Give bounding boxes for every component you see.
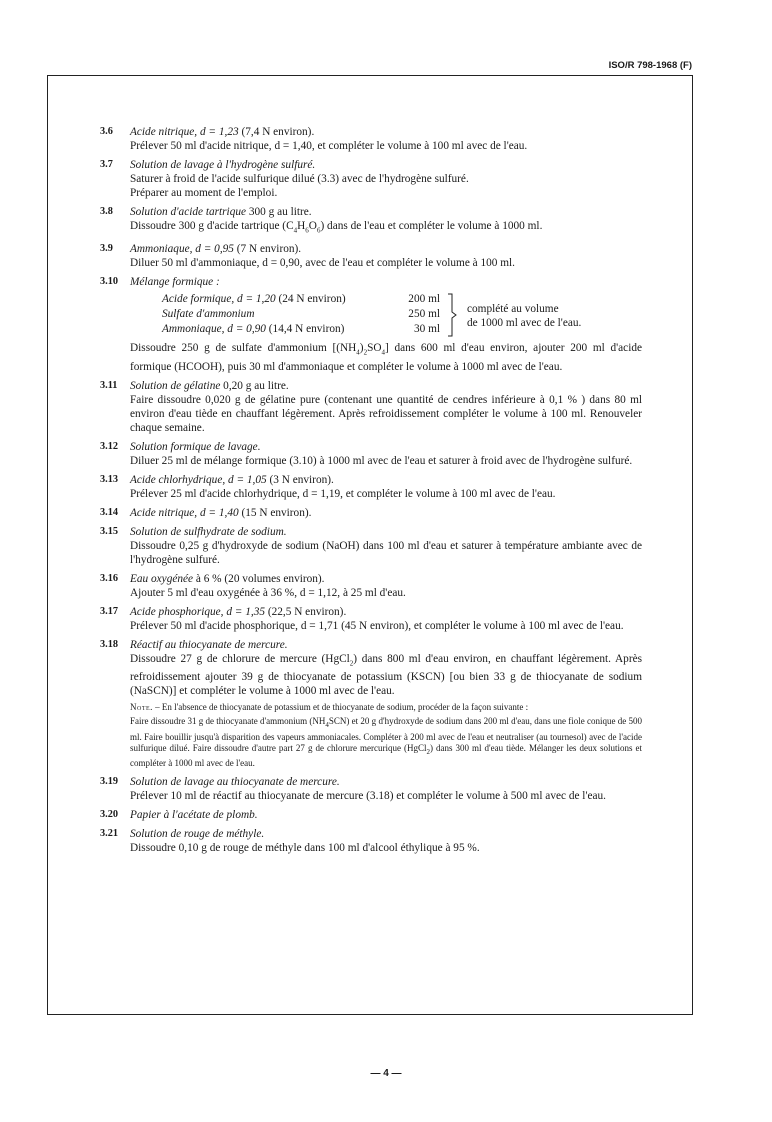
text-part: ) dans 300 ml d'eau tiède. Mélanger les deux solutions et compléter à 1000 ml avec de l'eau. [130,743,642,769]
section-3-12 [100,440,642,468]
section-title-tail: 0,20 g au litre. [220,379,289,392]
section-title: Papier à l'acétate de plomb. [130,808,258,821]
text-part: SO [367,342,382,355]
section-title: Réactif au thiocyanate de mercure. [130,638,288,651]
mixture-note-line: complété au volume [467,303,559,316]
text-part: ) dans 800 ml d'eau environ, en chauffant légèrement. Après refroidissement ajouter 39 g de thiocyanate de potassium (KSCN) [ou bien 33 g de thiocyanate de sodium (NaSCN)] et compléter le volume à 1000 ml avec de l'eau. [130,652,643,697]
document-reference: ISO/R 798-1968 (F) [608,60,692,71]
section-number: 3.7 [100,159,113,170]
section-text: Prélever 50 ml d'acide phosphorique, d = 1,71 (45 N environ), et compléter le volume à 100 ml avec de l'eau. [130,619,624,632]
section-title: Acide nitrique, d = 1,40 [130,506,239,519]
mixture-row [162,322,442,336]
section-text: Dissoudre 0,25 g d'hydroxyde de sodium (NaOH) dans 100 ml d'eau et saturer à température ambiante avec de l'hydrogène sulfuré. [130,539,642,566]
subscript: 4 [356,348,360,357]
section-title-tail: 300 g au litre. [246,206,312,218]
section-3-16 [100,572,642,600]
section-title: Acide chlorhydrique, d = 1,05 [130,473,267,486]
section-3-19 [100,775,642,803]
subscript: 6 [316,226,321,235]
section-number: 3.18 [100,638,119,650]
section-title: Ammoniaque, d = 0,95 [130,243,234,256]
section-number: 3.17 [100,605,119,617]
section-number: 3.10 [100,276,119,288]
section-number: 3.20 [100,808,119,820]
note-text [130,716,642,770]
text-part: ) [359,342,364,355]
section-text: Prélever 10 ml de réactif au thiocyanate de mercure (3.18) et compléter le volume à 500 ml avec de l'eau. [130,789,606,802]
section-title: Acide phosphorique, d = 1,35 [130,605,266,618]
bracket-brace [446,293,462,337]
section-text: Saturer à froid de l'acide sulfurique dilué (3.3) avec de l'hydrogène sulfuré. [130,173,469,185]
section-3-15 [100,525,642,567]
section-3-7 [100,158,642,200]
mixture-row [162,292,442,306]
subscript: 4 [293,226,298,235]
section-3-18 [100,638,642,770]
section-title-tail: (7,4 N environ). [238,126,315,138]
text-part: Dissoudre 300 g d'acide tartrique (C [130,220,294,232]
subscript: 2 [426,747,430,756]
text-part: Dissoudre 250 g de sulfate d'ammonium [(NH [130,342,357,355]
text-part: SCN) et 20 g d'hydroxyde de sodium dans 200 ml d'eau, dans une fiole conique de 500 ml. Faire bouillir jusqu'à disparition des vapeurs ammoniacales. Compléter à 200 ml avec de l'eau et neutraliser (au tournesol) avec de l'acide sulfurique dilué. Faire dissoudre d'autre part 27 g de chlorure mercurique (HgCl [130,716,642,754]
section-text: Dissoudre 0,10 g de rouge de méthyle dans 100 ml d'alcool éthylique à 95 %. [130,841,480,854]
section-number: 3.6 [100,126,113,137]
component-extra: (14,4 N environ) [265,323,345,336]
section-text: Prélever 25 ml d'acide chlorhydrique, d = 1,19, et compléter le volume à 100 ml avec de l'eau. [130,487,556,500]
text-part: ) dans de l'eau et compléter le volume à 1000 ml. [320,220,543,232]
section-title: Solution de lavage au thiocyanate de mercure. [130,775,340,788]
section-number: 3.16 [100,572,119,584]
mixture-note [467,302,581,330]
section-title: Solution d'acide tartrique [130,206,247,218]
section-title-tail: (3 N environ). [266,473,334,486]
section-number: 3.21 [100,827,119,839]
text-part: ] dans 600 ml d'eau environ, ajouter 200 ml d'acide formique (HCOOH), puis 30 ml d'ammoniaque et compléter le volume à 1000 ml avec de l'eau. [130,342,642,373]
section-3-13 [100,473,642,501]
section-text: Préparer au moment de l'emploi. [130,187,278,199]
note-intro [130,702,642,714]
section-title: Solution de sulfhydrate de sodium. [130,525,287,538]
section-title: Solution de lavage à l'hydrogène sulfuré. [130,159,316,171]
reagents-list [100,125,642,860]
subscript: 4 [325,721,329,730]
section-3-17 [100,605,642,633]
section-text [130,219,642,237]
component-volume: 200 ml [408,293,440,306]
section-3-21 [100,827,642,855]
section-text: Diluer 25 ml de mélange formique (3.10) à 1000 ml avec de l'eau et saturer à froid avec de l'hydrogène sulfuré. [130,454,633,467]
section-number: 3.14 [100,506,119,518]
section-text: Prélever 50 ml d'acide nitrique, d = 1,40, et compléter le volume à 100 ml avec de l'eau. [130,140,528,152]
text-part: O [308,220,317,232]
component-volume: 30 ml [413,323,440,336]
component-name: Acide formique, d = 1,20 [162,293,276,306]
section-text: Ajouter 5 ml d'eau oxygénée à 36 %, d = 1,12, à 25 ml d'eau. [130,586,406,599]
section-title-tail: (22,5 N environ). [265,605,347,618]
section-title: Mélange formique : [130,276,220,289]
section-number: 3.19 [100,775,119,787]
section-title: Solution formique de lavage. [130,440,261,453]
subscript: 4 [381,348,386,357]
section-text [130,652,642,698]
subscript: 2 [349,658,354,667]
mixture-note-line: de 1000 ml avec de l'eau. [467,317,582,330]
section-title-tail: (15 N environ). [238,506,312,519]
text-part: Dissoudre 27 g de chlorure de mercure (HgCl [130,652,350,665]
section-3-11 [100,379,642,435]
note-block [130,702,642,770]
note-label: Note. [130,701,153,712]
section-title: Solution de gélatine [130,379,221,392]
section-number: 3.13 [100,473,119,485]
text-part: H [297,220,306,232]
component-volume: 250 ml [408,308,440,321]
section-title-tail: (7 N environ). [233,243,302,256]
component-name: Sulfate d'ammonium [162,308,255,321]
section-3-9 [100,242,642,270]
section-3-10 [100,275,642,373]
section-title-tail: à 6 % (20 volumes environ). [193,572,325,585]
subscript: 6 [305,226,309,235]
note-intro-text: – En l'absence de thiocyanate de potassium et de thiocyanate de sodium, procéder de la façon suivante : [152,701,529,712]
section-3-6 [100,125,642,153]
component-name: Ammoniaque, d = 0,90 [162,323,266,336]
section-number: 3.8 [100,206,113,217]
mixture-table [162,292,642,338]
section-number: 3.11 [100,379,118,391]
text-part: Faire dissoudre 31 g de thiocyanate d'ammonium (NH [130,716,326,727]
section-title: Acide nitrique, d = 1,23 [130,126,239,138]
section-number: 3.15 [100,525,119,537]
section-3-20 [100,808,642,822]
section-number: 3.9 [100,243,113,255]
section-text: Diluer 50 ml d'ammoniaque, d = 0,90, avec de l'eau et compléter le volume à 100 ml. [130,257,516,270]
section-title: Solution de rouge de méthyle. [130,827,265,840]
section-title: Eau oxygénée [130,572,194,585]
subscript: 2 [363,348,368,357]
section-3-14 [100,506,642,520]
page-number: — 4 — [370,1068,402,1079]
mixture-row [162,307,442,321]
section-text [130,341,642,373]
section-text: Faire dissoudre 0,020 g de gélatine pure (contenant une quantité de cendres inférieure à 0,1 % ) dans 80 ml environ d'eau tiède en chauffant légèrement. Après refroidissement compléter le volume à 100 ml. Renouveler chaque semaine. [130,393,642,434]
section-3-8 [100,205,642,237]
component-extra: (24 N environ) [275,293,346,306]
section-number: 3.12 [100,440,119,452]
